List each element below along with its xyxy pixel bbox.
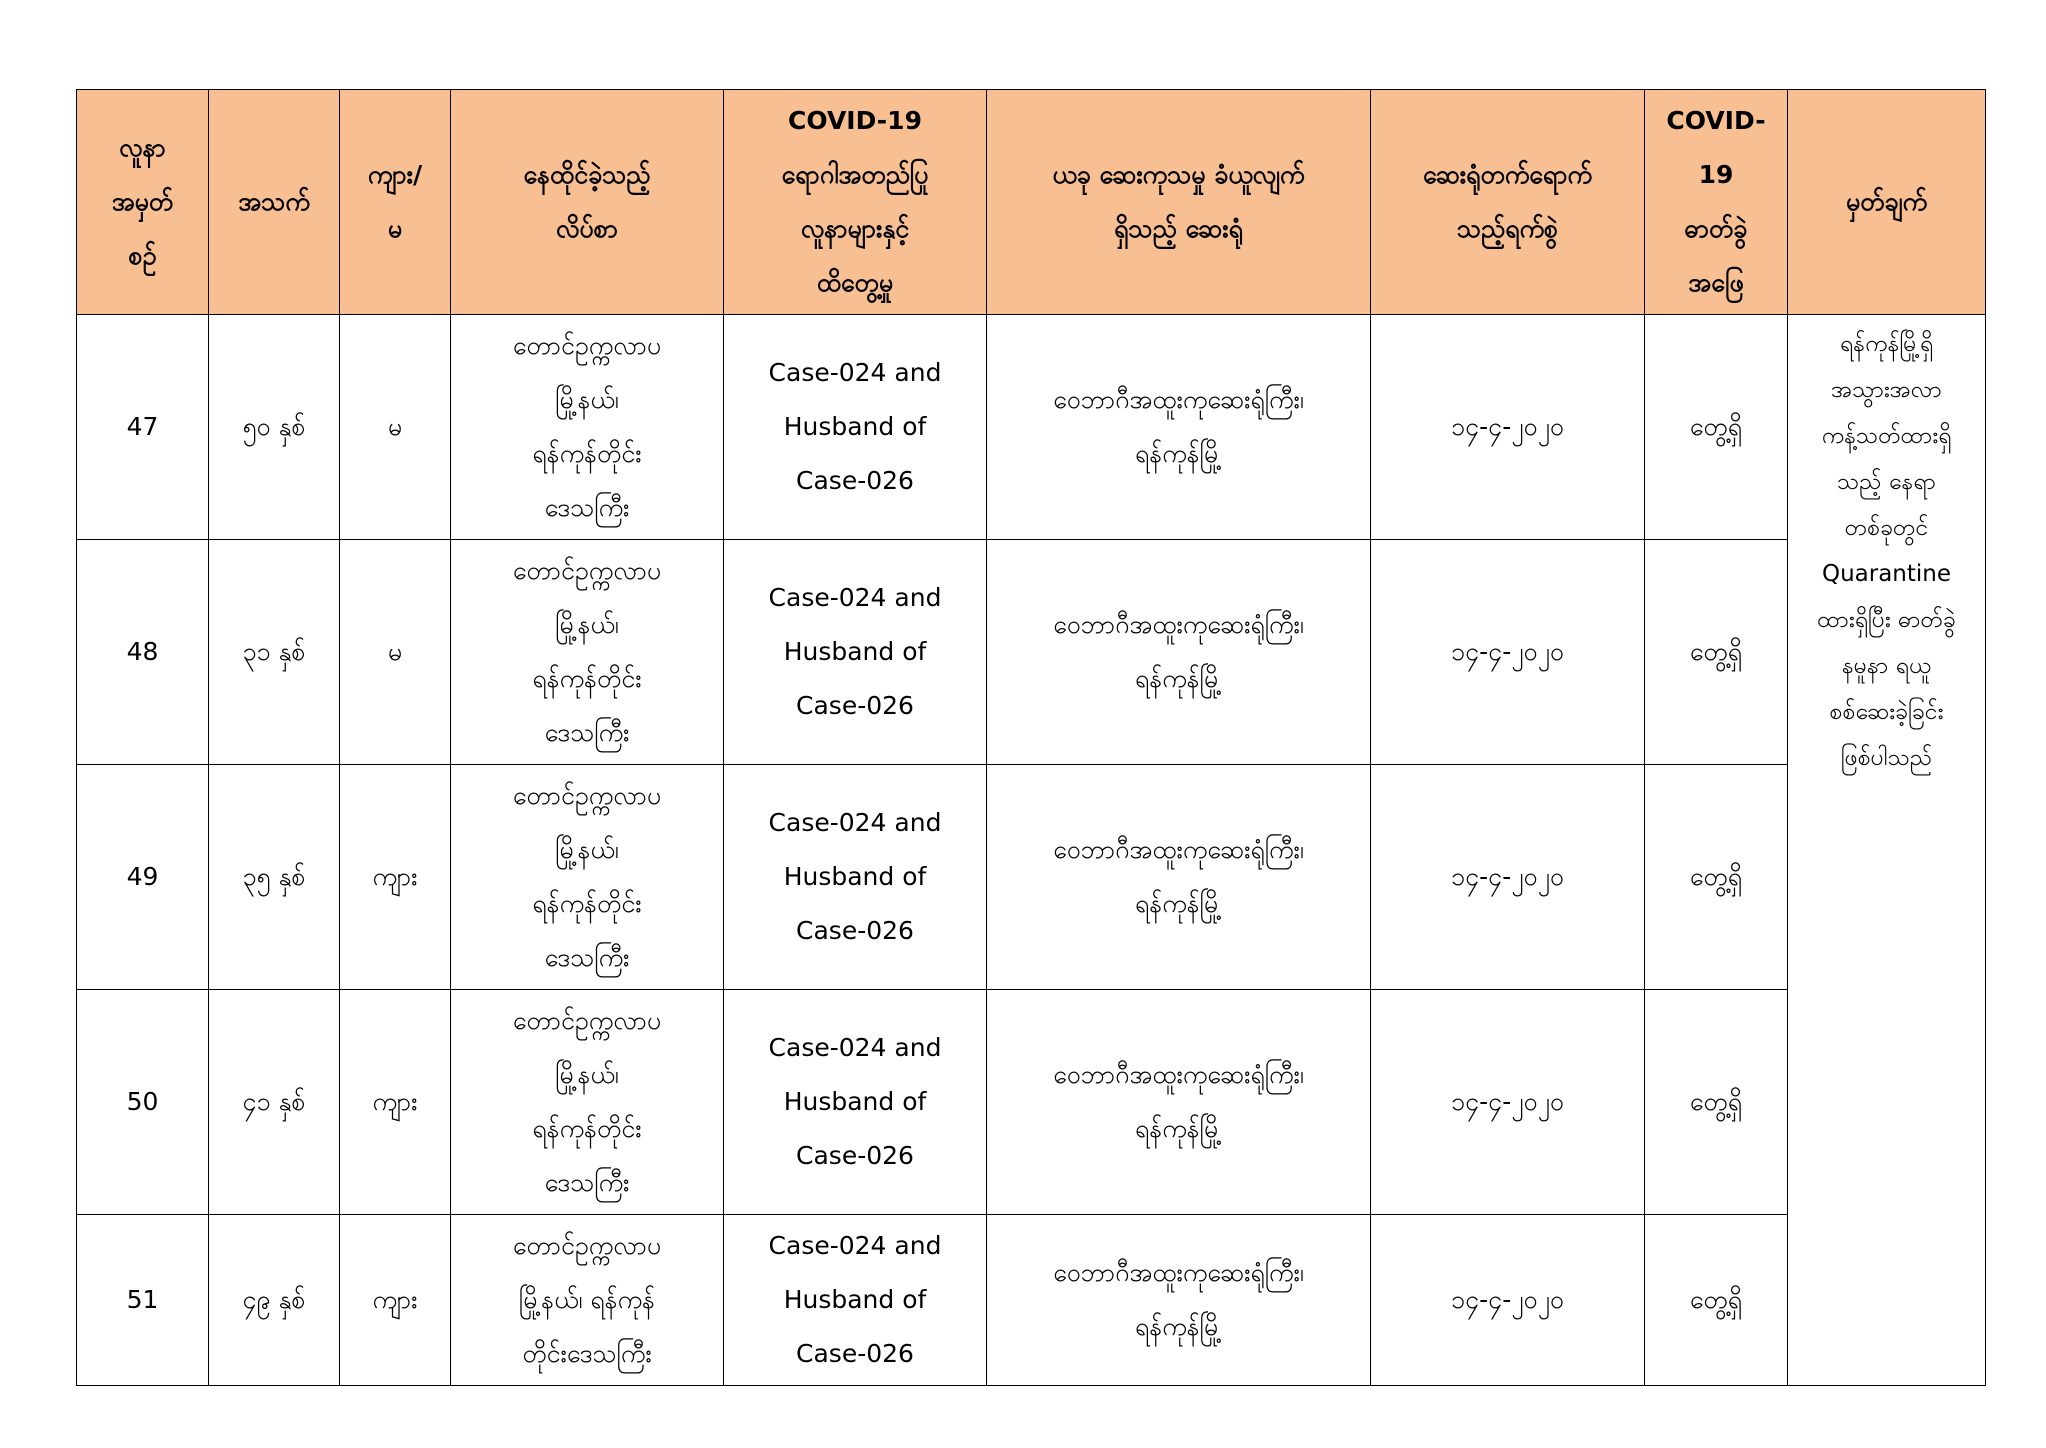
table-row	[77, 765, 1986, 990]
cell-lab-result: တွေ့ရှိ	[1645, 540, 1788, 765]
cell-hospital: ဝေဘာဂီအထူးကုဆေးရုံကြီး၊ ရန်ကုန်မြို့	[987, 765, 1371, 990]
cell-admission-date: ၁၄-၄-၂၀၂၀	[1371, 315, 1645, 540]
cell-lab-result: တွေ့ရှိ	[1645, 315, 1788, 540]
cell-remarks: ရန်ကုန်မြို့ရှိ အသွားအလာ ကန့်သတ်ထားရှိ သည့် နေရာ တစ်ခုတွင် Quarantine ထားရှိပြီး ဓာတ်ခွဲ နမူနာ ရယူ စစ်ဆေးခဲ့ခြင်း ဖြစ်ပါသည်	[1788, 315, 1986, 1386]
cell-patient-number: 47	[77, 315, 209, 540]
header-address: နေထိုင်ခဲ့သည့် လိပ်စာ	[451, 90, 724, 315]
table-row	[77, 540, 1986, 765]
cell-admission-date: ၁၄-၄-၂၀၂၀	[1371, 990, 1645, 1215]
cell-lab-result: တွေ့ရှိ	[1645, 765, 1788, 990]
cell-hospital: ဝေဘာဂီအထူးကုဆေးရုံကြီး၊ ရန်ကုန်မြို့	[987, 540, 1371, 765]
cell-address: တောင်ဥက္ကလာပ မြို့နယ်၊ ရန်ကုန်တိုင်း ဒေသကြီး	[451, 765, 724, 990]
cell-lab-result: တွေ့ရှိ	[1645, 990, 1788, 1215]
cell-patient-number: 50	[77, 990, 209, 1215]
header-age: အသက်	[209, 90, 340, 315]
header-contact: COVID-19 ရောဂါအတည်ပြု လူနာများနှင့် ထိတွေ့မှု	[724, 90, 987, 315]
header-sex: ကျား/ မ	[340, 90, 451, 315]
cell-admission-date: ၁၄-၄-၂၀၂၀	[1371, 765, 1645, 990]
cell-age: ၅၀ နှစ်	[209, 315, 340, 540]
cell-contact: Case-024 and Husband of Case-026	[724, 540, 987, 765]
cell-contact: Case-024 and Husband of Case-026	[724, 1215, 987, 1386]
cell-patient-number: 49	[77, 765, 209, 990]
cell-age: ၃၅ နှစ်	[209, 765, 340, 990]
cell-admission-date: ၁၄-၄-၂၀၂၀	[1371, 1215, 1645, 1386]
table-row	[77, 315, 1986, 540]
cell-sex: ကျား	[340, 990, 451, 1215]
table-row	[77, 1215, 1986, 1386]
cell-lab-result: တွေ့ရှိ	[1645, 1215, 1788, 1386]
cell-age: ၃၁ နှစ်	[209, 540, 340, 765]
cell-contact: Case-024 and Husband of Case-026	[724, 315, 987, 540]
cell-age: ၄၁ နှစ်	[209, 990, 340, 1215]
header-remarks: မှတ်ချက်	[1788, 90, 1986, 315]
cell-admission-date: ၁၄-၄-၂၀၂၀	[1371, 540, 1645, 765]
header-admission-date: ဆေးရုံတက်ရောက် သည့်ရက်စွဲ	[1371, 90, 1645, 315]
cell-sex: ကျား	[340, 765, 451, 990]
cell-hospital: ဝေဘာဂီအထူးကုဆေးရုံကြီး၊ ရန်ကုန်မြို့	[987, 1215, 1371, 1386]
cell-patient-number: 48	[77, 540, 209, 765]
cell-address: တောင်ဥက္ကလာပ မြို့နယ်၊ ရန်ကုန်တိုင်း ဒေသကြီး	[451, 990, 724, 1215]
header-patient-number: လူနာ အမှတ် စဉ်	[77, 90, 209, 315]
cell-hospital: ဝေဘာဂီအထူးကုဆေးရုံကြီး၊ ရန်ကုန်မြို့	[987, 990, 1371, 1215]
cell-sex: မ	[340, 540, 451, 765]
cell-contact: Case-024 and Husband of Case-026	[724, 765, 987, 990]
cell-patient-number: 51	[77, 1215, 209, 1386]
cell-age: ၄၉ နှစ်	[209, 1215, 340, 1386]
header-row	[77, 90, 1986, 315]
cell-sex: မ	[340, 315, 451, 540]
covid-case-table	[76, 89, 1986, 1386]
cell-contact: Case-024 and Husband of Case-026	[724, 990, 987, 1215]
header-lab-result: COVID- 19 ဓာတ်ခွဲ အဖြေ	[1645, 90, 1788, 315]
cell-sex: ကျား	[340, 1215, 451, 1386]
cell-address: တောင်ဥက္ကလာပ မြို့နယ်၊ ရန်ကုန်တိုင်း ဒေသကြီး	[451, 540, 724, 765]
cell-address: တောင်ဥက္ကလာပ မြို့နယ်၊ ရန်ကုန်တိုင်း ဒေသကြီး	[451, 315, 724, 540]
cell-hospital: ဝေဘာဂီအထူးကုဆေးရုံကြီး၊ ရန်ကုန်မြို့	[987, 315, 1371, 540]
header-hospital: ယခု ဆေးကုသမှု ခံယူလျက် ရှိသည့် ဆေးရုံ	[987, 90, 1371, 315]
table-row	[77, 990, 1986, 1215]
cell-address: တောင်ဥက္ကလာပ မြို့နယ်၊ ရန်ကုန် တိုင်းဒေသကြီး	[451, 1215, 724, 1386]
